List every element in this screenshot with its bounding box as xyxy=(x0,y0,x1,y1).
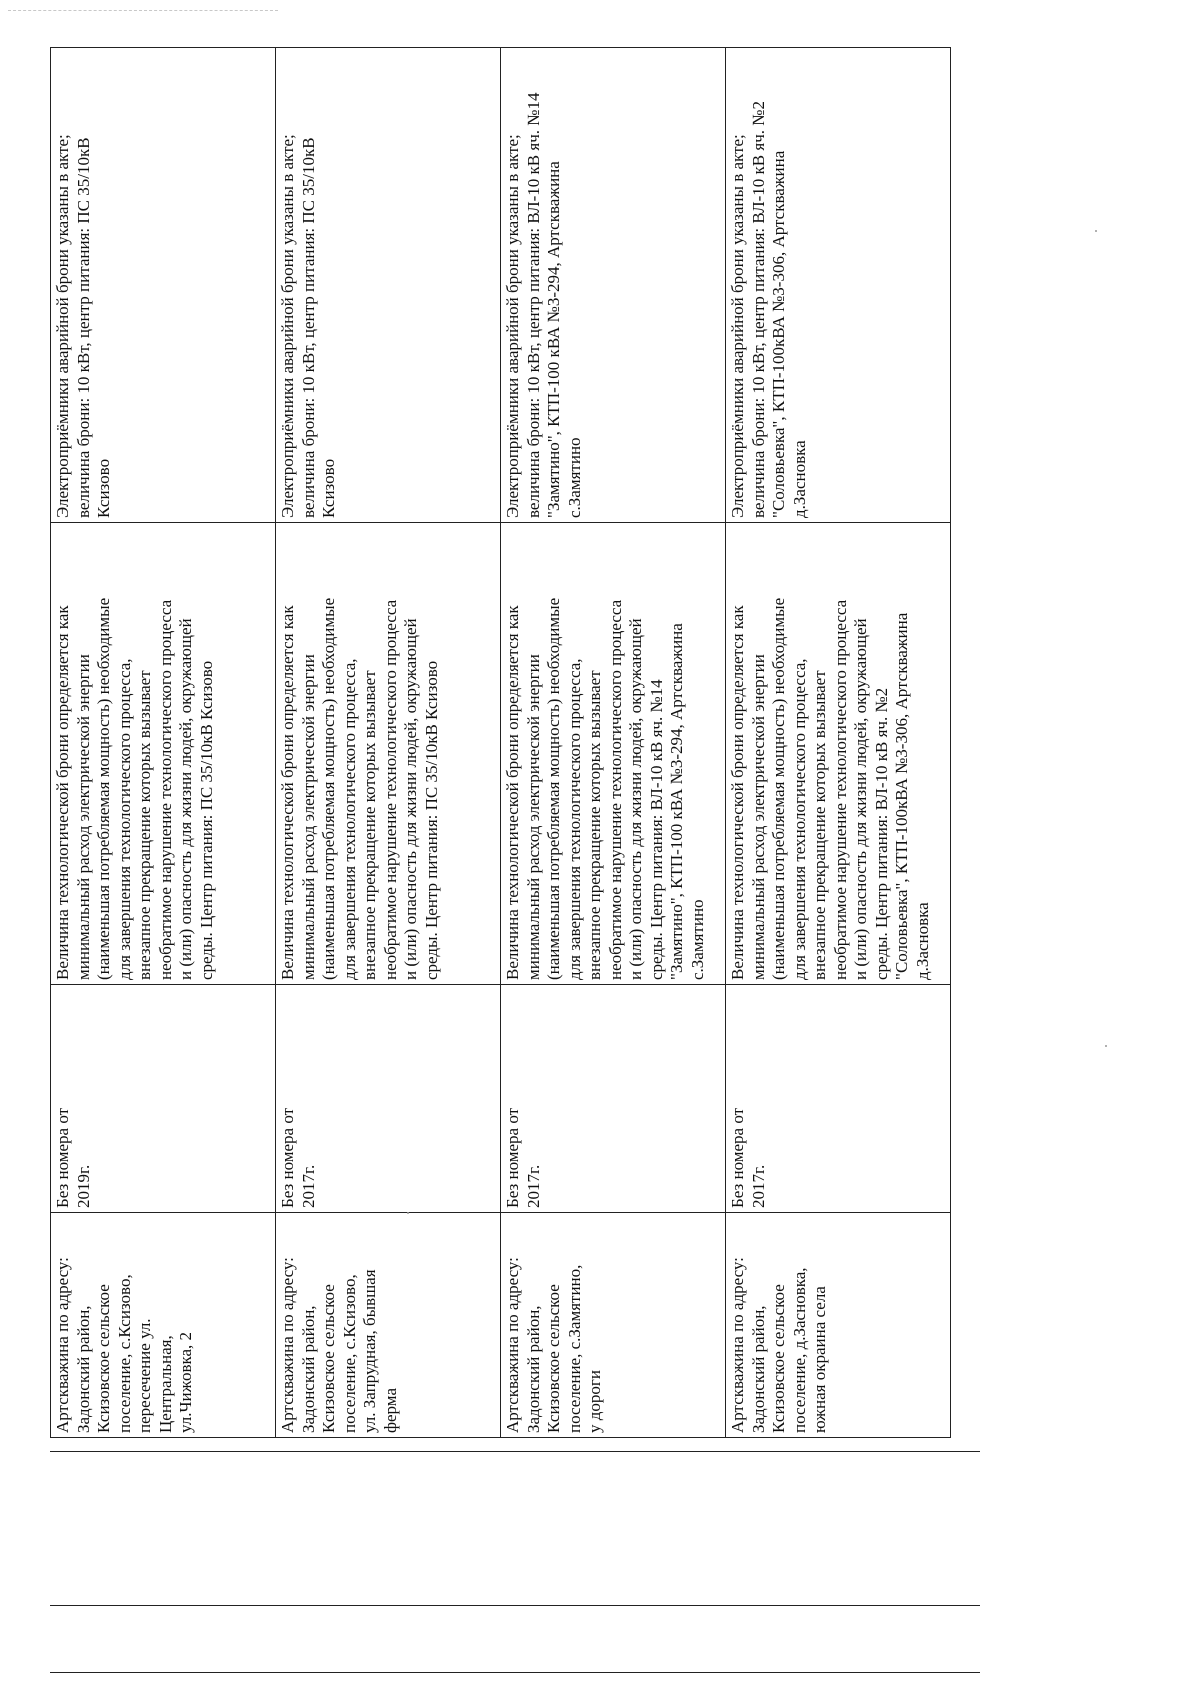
act-cell: Без номера от 2017г. xyxy=(726,985,951,1213)
reserve-table xyxy=(50,47,951,1438)
horizontal-rule xyxy=(50,1672,980,1673)
object-cell: Артскважина по адресу: Задонский район, Ксизовское сельское поселение, с.Ксизово, ул. Запрудная, бывшая ферма xyxy=(276,1213,501,1438)
rotated-table-frame xyxy=(50,48,950,1438)
act-cell: Без номера от 2017г. xyxy=(501,985,726,1213)
scan-artifact-line xyxy=(8,10,278,11)
scan-speck xyxy=(407,1212,409,1214)
object-cell: Артскважина по адресу: Задонский район, Ксизовское сельское поселение, с.Ксизово, пересечение ул. Центральная, ул.Чижовка, 2 xyxy=(51,1213,276,1438)
emergency-reserve-cell: Электроприёмники аварийной брони указаны в акте; величина брони: 10 кВт, центр питания: ВЛ-10 кВ яч. №2 "Соловьевка", КТП-100кВА №3-306, Артскважина д.Засновка xyxy=(726,48,951,523)
horizontal-rule xyxy=(50,1605,980,1606)
act-cell: Без номера от 2017г. xyxy=(276,985,501,1213)
tech-reserve-cell: Величина технологической брони определяется как минимальный расход электрической энергии (наименьшая потребляемая мощность) необходимые для завершения технологического процесса, внезапное прекращение которых вызывает необратимое нарушение технологического процесса и (или) опасность для жизни людей, окружающей среды. Центр питания: ВЛ-10 кВ яч. №14 "Замятино", КТП-100 кВА №3-294, Артскважина с.Замятино xyxy=(501,523,726,985)
emergency-reserve-cell: Электроприёмники аварийной брони указаны в акте; величина брони: 10 кВт, центр питания: ПС 35/10кВ Ксизово xyxy=(276,48,501,523)
table-row xyxy=(501,48,726,1438)
scan-speck xyxy=(1095,230,1097,232)
scan-speck xyxy=(1105,1045,1107,1047)
object-cell: Артскважина по адресу: Задонский район, Ксизовское сельское поселение, д.Засновка, южная окраина села xyxy=(726,1213,951,1438)
tech-reserve-cell: Величина технологической брони определяется как минимальный расход электрической энергии (наименьшая потребляемая мощность) необходимые для завершения технологического процесса, внезапное прекращение которых вызывает необратимое нарушение технологического процесса и (или) опасность для жизни людей, окружающей среды. Центр питания: ПС 35/10кВ Ксизово xyxy=(51,523,276,985)
object-cell: Артскважина по адресу: Задонский район, Ксизовское сельское поселение, с.Замятино, у дороги xyxy=(501,1213,726,1438)
rotated-table-area xyxy=(50,48,950,1438)
table-row xyxy=(276,48,501,1438)
emergency-reserve-cell: Электроприёмники аварийной брони указаны в акте; величина брони: 10 кВт, центр питания: ВЛ-10 кВ яч. №14 "Замятино", КТП-100 кВА №3-294, Артскважина с.Замятино xyxy=(501,48,726,523)
horizontal-rule xyxy=(50,1451,980,1452)
act-cell: Без номера от 2019г. xyxy=(51,985,276,1213)
tech-reserve-cell: Величина технологической брони определяется как минимальный расход электрической энергии (наименьшая потребляемая мощность) необходимые для завершения технологического процесса, внезапное прекращение которых вызывает необратимое нарушение технологического процесса и (или) опасность для жизни людей, окружающей среды. Центр питания: ВЛ-10 кВ яч. №2 "Соловьевка", КТП-100кВА №3-306, Артскважина д.Засновка xyxy=(726,523,951,985)
table-row xyxy=(726,48,951,1438)
tech-reserve-cell: Величина технологической брони определяется как минимальный расход электрической энергии (наименьшая потребляемая мощность) необходимые для завершения технологического процесса, внезапное прекращение которых вызывает необратимое нарушение технологического процесса и (или) опасность для жизни людей, окружающей среды. Центр питания: ПС 35/10кВ Ксизово xyxy=(276,523,501,985)
table-row xyxy=(51,48,276,1438)
emergency-reserve-cell: Электроприёмники аварийной брони указаны в акте; величина брони: 10 кВт, центр питания: ПС 35/10кВ Ксизово xyxy=(51,48,276,523)
